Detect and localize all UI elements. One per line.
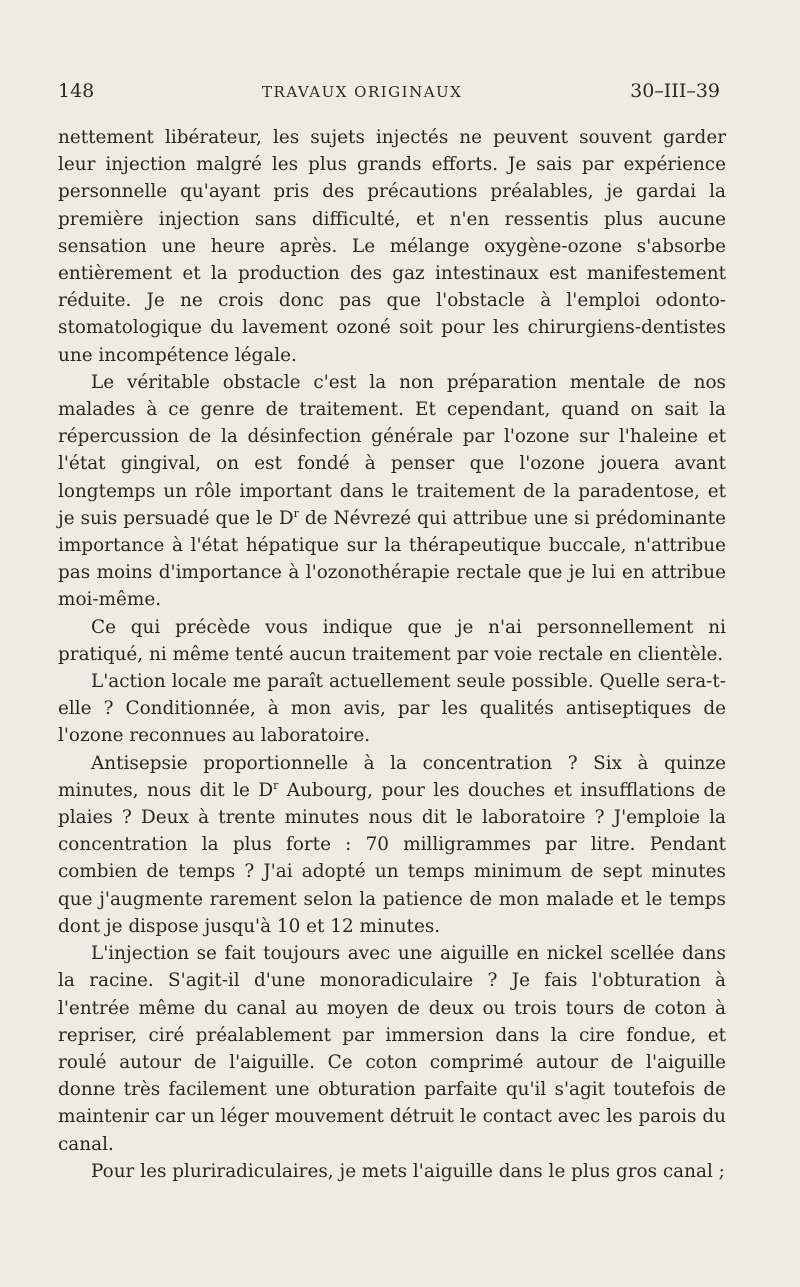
- paragraph-3: Ce qui précède vous indique que je n'ai personnellement ni pratiqué, ni même tenté aucun traitement par voie rectale en clientèle.: [58, 616, 726, 665]
- paragraph-2-text-a: Le véritable obstacle c'est la non préparation mentale de nos malades à ce genre de traitement. Et cependant, quand on sait la répercussion de la désinfection générale par l'ozone sur l'haleine et l'état gingival, on est fondé à penser que l'ozone jouera avant longtemps un rôle important dans le traitement de la paradentose, et je suis persuadé que le D: [58, 371, 726, 529]
- paragraph-4: L'action locale me paraît actuellement seule possible. Quelle sera-t-elle ? Conditionnée, à mon avis, par les qualités antiseptiques de l'ozone reconnues au laboratoire.: [58, 671, 726, 747]
- paragraph-6: L'injection se fait toujours avec une aiguille en nickel scellée dans la racine. S'agit-il d'une monoradiculaire ? Je fais l'obturation à l'entrée même du canal au moyen de deux ou trois tours de coton à repriser, ciré préalablement par immersion dans la cire fondue, et roulé autour de l'aiguille. Ce coton comprimé autour de l'aiguille donne très facilement une obturation parfaite qu'il s'agit toutefois de maintenir car un léger mouvement détruit le contact avec les parois du canal.: [58, 943, 726, 1155]
- running-header: [58, 80, 720, 110]
- paragraph-2-text-b: de Névrezé qui attribue une si prédominante importance à l'état hépatique sur la thérapeutique buccale, n'attribue pas moins d'importance à l'ozonothérapie rectale que je lui en attribue moi-même.: [58, 507, 726, 611]
- issue-date: 30–III–39: [630, 80, 720, 102]
- running-title: TRAVAUX ORIGINAUX: [262, 83, 463, 101]
- paragraph-5: [58, 750, 726, 940]
- paragraph-2: [58, 369, 726, 614]
- paragraph-1: nettement libérateur, les sujets injectés ne peuvent souvent garder leur injection malgré les plus grands efforts. Je sais par expérience personnelle qu'ayant pris des précautions préalables, je gardai la première injection sans difficulté, et n'en ressentis plus aucune sensation une heure après. Le mélange oxygène-ozone s'absorbe entièrement et la production des gaz intestinaux est manifestement réduite. Je ne crois donc pas que l'obstacle à l'emploi odonto-stomatologique du lavement ozoné soit pour les chirurgiens-dentistes une incompétence légale.: [58, 127, 726, 366]
- doctor-abbrev-sup: r: [293, 506, 299, 520]
- paragraph-7: Pour les pluriradiculaires, je mets l'aiguille dans le plus gros canal ;: [91, 1160, 725, 1182]
- doctor-abbrev-sup: r: [273, 778, 279, 792]
- article-body: [58, 124, 726, 1185]
- paragraph-5-text-b: Aubourg, pour les douches et insufflations de plaies ? Deux à trente minutes nous dit le laboratoire ? J'emploie la concentration la plus forte : 70 milligrammes par litre. Pendant combien de temps ? J'ai adopté un temps minimum de sept minutes que j'augmente rarement selon la patience de mon malade et le temps dont je dispose jusqu'à 10 et 12 minutes.: [58, 779, 726, 937]
- page-number: 148: [58, 80, 95, 102]
- paragraph-5-text-a: Antisepsie proportionnelle à la concentration ? Six à quinze minutes, nous dit le D: [58, 752, 726, 801]
